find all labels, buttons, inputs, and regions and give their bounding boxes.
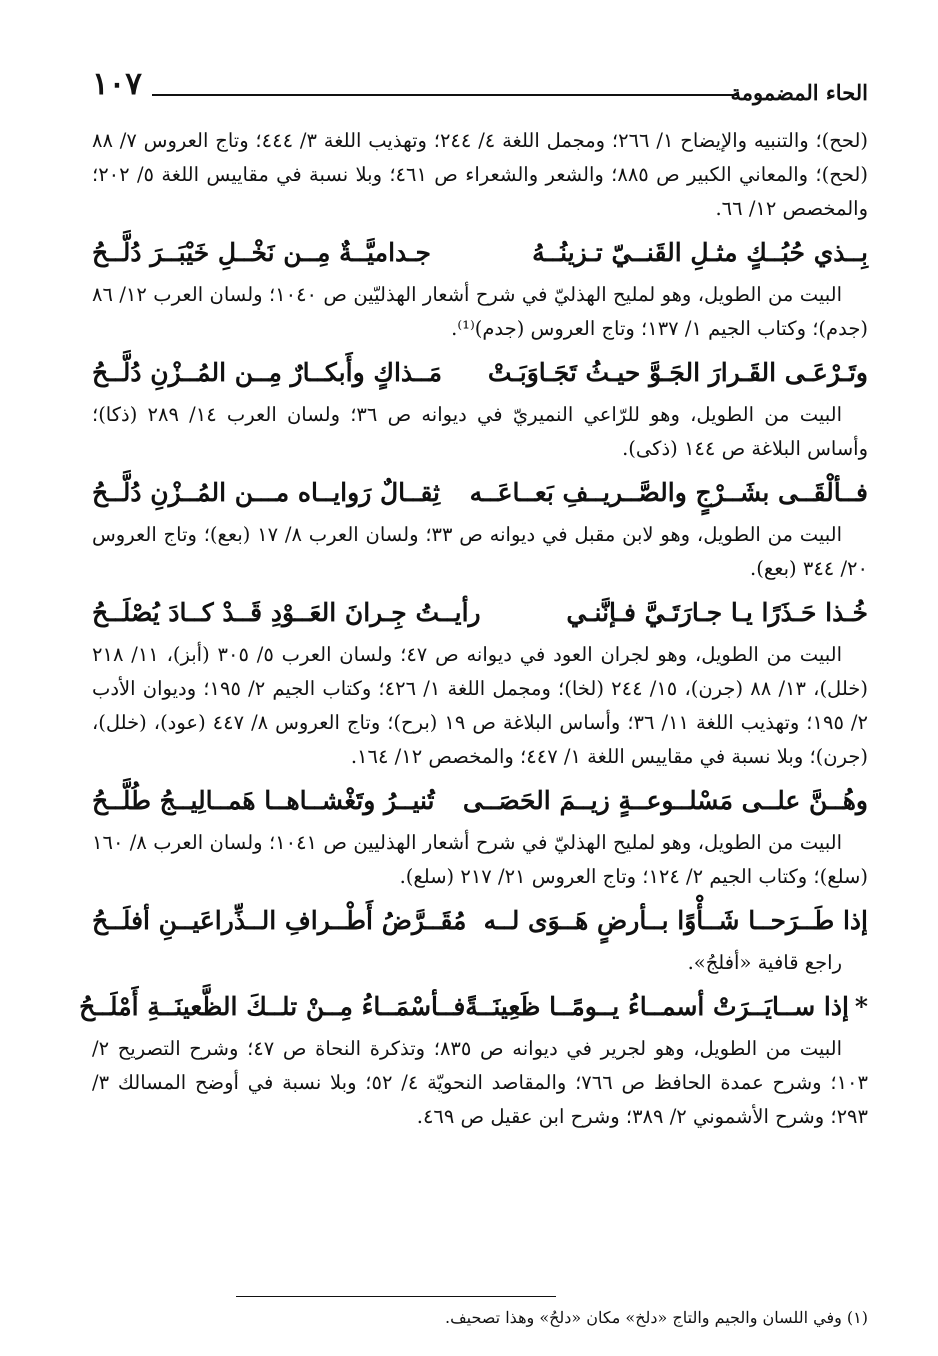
verse-first-hemistich: إذا طَــرَحــا شَــأْوًا بــأرضٍ هَــوَى لــه bbox=[483, 906, 868, 935]
verse-line bbox=[92, 896, 868, 946]
verse-second-hemistich: فــأسْمَــاءُ مِــنْ تلــكَ الظَّعينَــةِ أَمْلَــحُ bbox=[79, 992, 466, 1021]
asterisk-marker: * bbox=[854, 992, 868, 1021]
verse-line bbox=[92, 348, 868, 398]
citation-paragraph: البيت من الطويل، وهو لابن مقبل في ديوانه ص ٣٣؛ ولسان العرب ٨/ ١٧ (بعع)؛ وتاج العروس ٢٠/ ٣٤٤ (بعع). bbox=[92, 523, 868, 580]
verse-line bbox=[79, 982, 868, 1032]
verse-line bbox=[92, 468, 868, 518]
verse-second-hemistich: مَــذاكٍ وأَبكــارٌ مِــن المُــزْنِ دُلَّــحُ bbox=[92, 358, 443, 387]
header-rule bbox=[152, 94, 738, 96]
verse-first-hemistich: فــألْقَــى بشَــرْجٍ والصَّــريــفِ بَعــاعَــه bbox=[469, 478, 868, 507]
footnote-rule bbox=[236, 1296, 556, 1297]
citation-paragraph: البيت من الطويل، وهو لمليح الهذليّ في شرح أشعار الهذليين ص ١٠٤١؛ ولسان العرب ٨/ ١٦٠ (سلع)؛ وكتاب الجيم ٢/ ١٢٤؛ وتاج العروس ٢١/ ٢١٧ (سلع). bbox=[92, 831, 868, 888]
citation-paragraph: البيت من الطويل، وهو لجرير في ديوانه ص ٨٣٥؛ وتذكرة النحاة ص ٤٧؛ وشرح التصريح ٢/ ١٠٣؛ وشرح عمدة الحافظ ص ٧٦٦؛ والمقاصد النحويّة ٤/ ٥٢؛ وبلا نسبة في أوضح المسالك ٣/ ٢٩٣؛ وشرح الأشموني ٢/ ٣٨٩؛ وشرح ابن عقيل ص ٤٦٩. bbox=[92, 1037, 868, 1128]
chapter-title: الحاء المضمومة bbox=[730, 80, 868, 105]
citation-paragraph: البيت من الطويل، وهو لمليح الهذليّ في شرح أشعار الهذليّين ص ١٠٤٠؛ ولسان العرب ١٢/ ٨٦ (جدم)؛ وكتاب الجيم ١/ ١٣٧؛ وتاج العروس (جدم)⁽¹⁾. bbox=[92, 283, 868, 340]
verse-first-hemistich: وتَـرْعَـى القَـرارَ الجَـوَّ حيـثُ تَجَـاوَبَـتْ bbox=[487, 358, 868, 387]
verse-line bbox=[92, 776, 868, 826]
verse-second-hemistich: ثِقــالٌ رَوايــاه مـــن المُــزْنِ دُلَّــحُ bbox=[92, 478, 441, 507]
footnote: (١) وفي اللسان والجيم والتاج «دلخ» مكان «دلحُ» وهذا تصحيف. bbox=[445, 1308, 868, 1327]
citation-paragraph: (لحح)؛ والتنبيه والإيضاح ١/ ٢٦٦؛ ومجمل اللغة ٤/ ٢٤٤؛ وتهذيب اللغة ٣/ ٤٤٤؛ وتاج العروس ٧/ ٨٨ (لحح)؛ والمعاني الكبير ص ٨٨٥؛ والشعر والشعراء ص ٤٦١؛ وبلا نسبة في مقاييس اللغة ٥/ ٢٠٢؛ والمخصص ١٢/ ٦٦. bbox=[92, 129, 869, 220]
verse-first-hemistich-text: إذا ســايَــرَتْ أسمــاءُ يــومًــا ظَعِينَــةً bbox=[465, 992, 849, 1021]
verse-first-hemistich bbox=[465, 984, 868, 1030]
running-header bbox=[92, 58, 868, 106]
page-number: ١٠٧ bbox=[92, 66, 142, 102]
citation-paragraph: البيت من الطويل، وهو للرّاعي النميريّ في ديوانه ص ٣٦؛ ولسان العرب ١٤/ ٢٨٩ (ذكا)؛ وأساس البلاغة ص ١٤٤ (ذكى). bbox=[92, 403, 868, 460]
verse-line bbox=[92, 228, 868, 278]
verse-first-hemistich: بِــذي حُبُــكٍ مثـلِ القَنــيّ تـزينُــهُ bbox=[532, 238, 868, 267]
cross-reference: راجع قافية «أفلجُ». bbox=[687, 951, 842, 974]
verse-line bbox=[92, 588, 868, 638]
verse-second-hemistich: رأيــتُ جِـرانَ العَــوْدِ قَــدْ كــادَ يُصْلَــحُ bbox=[92, 598, 481, 627]
verse-second-hemistich: جـداميَّــةٌ مِــن نَخْــلِ خَيْبَــرَ دُلَّــحُ bbox=[92, 238, 431, 267]
citation-paragraph: البيت من الطويل، وهو لجران العود في ديوانه ص ٤٧؛ ولسان العرب ٥/ ٣٠٥ (أبز)، ١١/ ٢١٨ (خلل)، ١٣/ ٨٨ (جرن)، ١٥/ ٢٤٤ (لخا)؛ ومجمل اللغة ١/ ٤٢٦؛ وكتاب الجيم ٢/ ١٩٥؛ وديوان الأدب ٢/ ١٩٥؛ وتهذيب اللغة ١١/ ٣٦؛ وأساس البلاغة ص ١٩ (برح)؛ وتاج العروس ٨/ ٤٤٧ (عود)، (خلل)، (جرن)؛ وبلا نسبة في مقاييس اللغة ١/ ٤٤٧؛ والمخصص ١٢/ ١٦٤. bbox=[92, 643, 868, 768]
verse-first-hemistich: خُـذا حَـذَرًا يـا جـارَتَـيَّ فـإنَّنـي bbox=[566, 598, 868, 627]
verse-second-hemistich: تُنيــرُ وتَغْشــاهــا هَمــالِيــجُ طُلَّــحُ bbox=[92, 786, 435, 815]
verse-first-hemistich: وهُــنَّ علــى مَسْلــوعــةٍ زيــمَ الحَصَــى bbox=[462, 786, 868, 815]
page-body bbox=[79, 124, 869, 1134]
verse-second-hemistich: مُقَــرَّضُ أَطْــرافِ الــذِّراعَيــنِ أفلَــحُ bbox=[92, 906, 467, 935]
